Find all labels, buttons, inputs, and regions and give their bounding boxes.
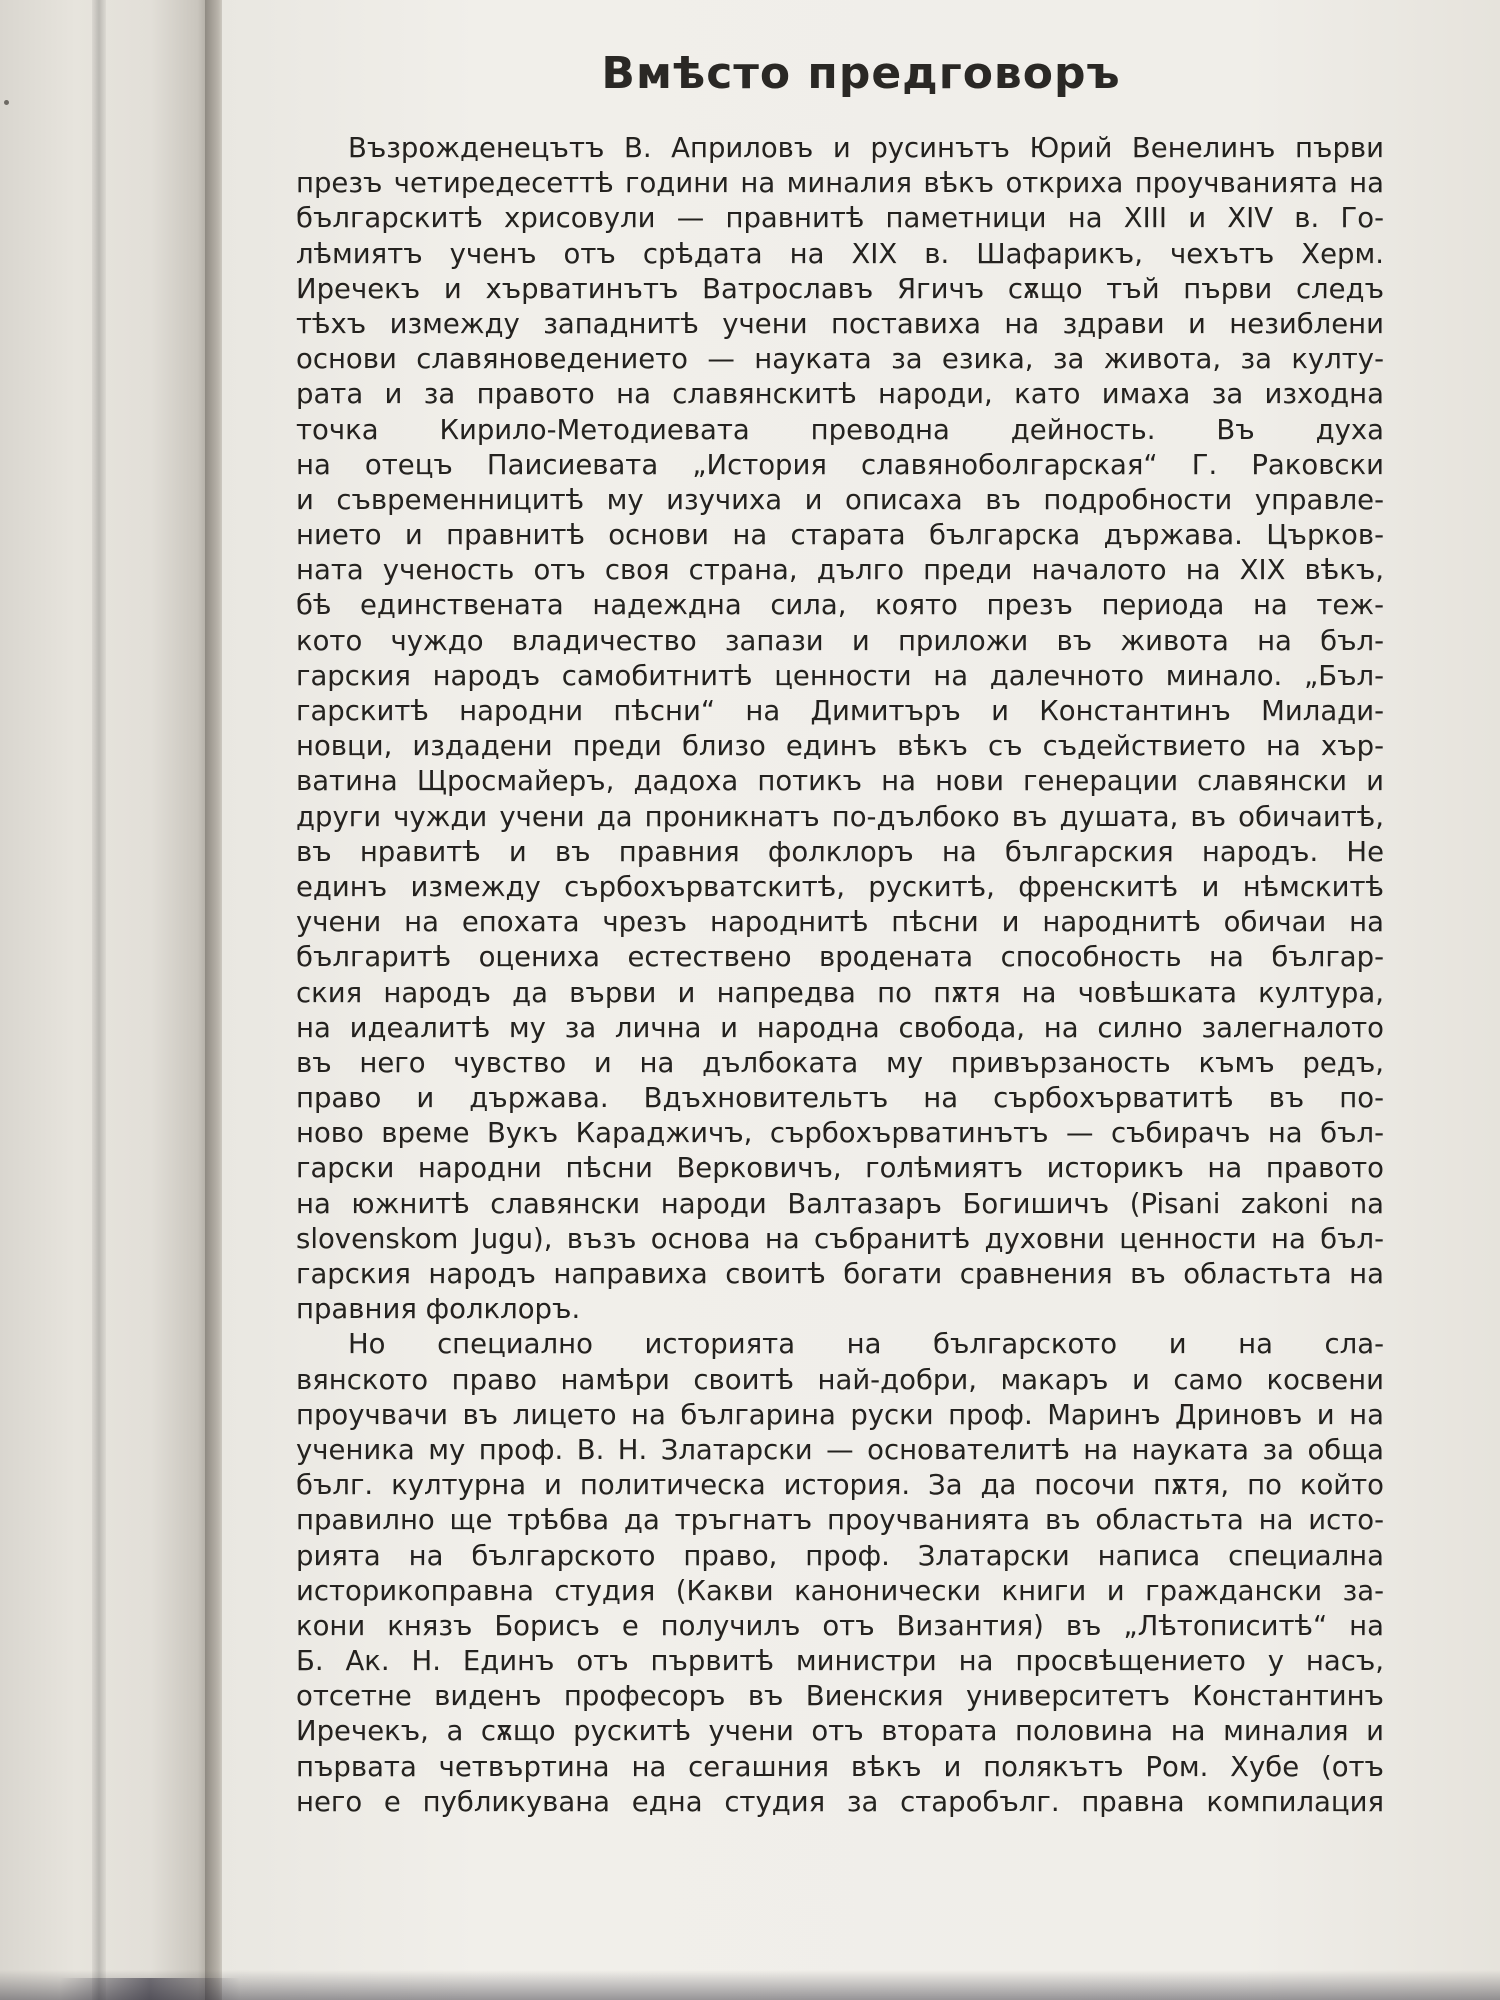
text-line: ученика му проф. В. Н. Златарски — основателитѣ на науката за обща: [296, 1433, 1384, 1466]
text-line: Възрожденецътъ В. Априловъ и русинътъ Юрий Венелинъ първи: [348, 132, 1384, 164]
text-line: новци, издадени преди близо единъ вѣкъ съ съдействието на хър-: [296, 730, 1384, 763]
text-line: основи славяноведението — науката за езика, за живота, за култу-: [296, 343, 1384, 376]
text-line: отсетне виденъ професоръ въ Виенския университетъ Константинъ: [296, 1680, 1384, 1713]
body-text: [296, 131, 1384, 1820]
text-line: вянското право намѣри своитѣ най-добри, макаръ и само косвени: [296, 1363, 1384, 1396]
text-line: въ него чувство и на дълбоката му привързаность къмъ редъ,: [296, 1046, 1384, 1079]
text-line: рата и за правото на славянскитѣ народи, като имаха за изходна: [296, 378, 1384, 411]
text-line: Б. Ак. Н. Единъ отъ първитѣ министри на просвѣщението у насъ,: [296, 1645, 1384, 1678]
page-fold-shadow: [92, 0, 106, 2000]
text-line: бѣ единствената надеждна сила, която презъ периода на теж-: [296, 589, 1384, 622]
text-line: ново време Вукъ Караджичъ, сърбохърватинътъ — събирачъ на бъл-: [296, 1117, 1384, 1150]
page-title: Вмѣсто предговоръ: [601, 48, 1121, 99]
text-line: учени на епохата чрезъ народнитѣ пѣсни и народнитѣ обичаи на: [296, 906, 1384, 939]
text-line: историкоправна студия (Какви канонически книги и граждански за-: [296, 1574, 1384, 1607]
text-line: проучвачи въ лицето на българина руски проф. Маринъ Дриновъ и на: [296, 1398, 1384, 1431]
text-line: презъ четиредесеттѣ години на миналия вѣкъ откриха проучванията на: [296, 167, 1384, 200]
text-line: тѣхъ измежду западнитѣ учени поставиха на здрави и незиблени: [296, 307, 1384, 340]
text-line: кони князъ Борисъ е получилъ отъ Византия) въ „Лѣтописитѣ“ на: [296, 1609, 1384, 1642]
text-line: Иречекъ и хърватинътъ Ватрославъ Ягичъ сѫщо тъй първи следъ: [296, 272, 1384, 305]
text-line: кото чуждо владичество запази и приложи въ живота на бъл-: [296, 624, 1384, 657]
text-line: лѣмиятъ ученъ отъ срѣдата на XIX в. Шафарикъ, чехътъ Херм.: [296, 237, 1384, 270]
text-line: Иречекъ, а сѫщо рускитѣ учени отъ втората половина на миналия и: [296, 1715, 1384, 1748]
text-line: въ нравитѣ и въ правния фолклоръ на българския народъ. Не: [296, 835, 1384, 868]
text-line: българитѣ оцениха естествено вродената способность на българ-: [296, 941, 1384, 974]
text-line: бълг. културна и политическа история. За да посочи пѫтя, по който: [296, 1469, 1384, 1502]
text-line: гарскитѣ народни пѣсни“ на Димитъръ и Константинъ Милади-: [296, 695, 1384, 727]
text-line: българскитѣ хрисовули — правнитѣ паметници на XIII и XIV в. Го-: [296, 202, 1384, 235]
text-line: точка Кирило-Методиевата преводна дейность. Въ духа: [296, 413, 1384, 446]
text-line: първата четвъртина на сегашния вѣкъ и полякътъ Ром. Хубе (отъ: [296, 1750, 1384, 1783]
text-line: на южнитѣ славянски народи Валтазаръ Богишичъ (Pisani zakoni na: [296, 1187, 1384, 1220]
text-line: него е публикувана една студия за старобълг. правна компилация: [296, 1785, 1384, 1818]
text-line: ватина Щросмайеръ, дадоха потикъ на нови генерации славянски и: [296, 765, 1384, 798]
text-line: на идеалитѣ му за лична и народна свобода, на силно залегналото: [296, 1011, 1384, 1044]
paper-blemish: [4, 100, 9, 105]
text-line: нието и правнитѣ основи на старата българска държава. Църков-: [296, 519, 1384, 552]
text-line: правния фолклоръ.: [296, 1293, 581, 1326]
text-line: други чужди учени да проникнатъ по-дълбоко въ душата, въ обичаитѣ,: [296, 800, 1384, 833]
text-line: правилно ще трѣбва да тръгнатъ проучванията въ областьта на исто-: [296, 1504, 1384, 1537]
text-line: гарския народъ самобитнитѣ ценности на далечното минало. „Бъл-: [296, 659, 1384, 692]
text-line: право и държава. Вдъхновительтъ на сърбохърватитѣ въ по-: [296, 1082, 1384, 1115]
text-line: slovenskom Jugu), възъ основа на събранитѣ духовни ценности на бъл-: [296, 1222, 1384, 1255]
text-line: Но специално историята на българското и на сла-: [348, 1328, 1384, 1361]
text-line: на отецъ Паисиевата „История славяноболгарская“ Г. Раковски: [296, 448, 1384, 481]
facing-page: [0, 0, 215, 2000]
text-line: ския народъ да върви и напредва по пѫтя на човѣшката култура,: [296, 976, 1384, 1009]
text-line: рията на българското право, проф. Златарски написа специална: [296, 1539, 1384, 1572]
text-line: гарския народъ направиха своитѣ богати сравнения въ областьта на: [296, 1258, 1384, 1290]
text-line: ната ученость отъ своя страна, дълго преди началото на XIX вѣкъ,: [296, 554, 1384, 587]
text-line: и съвременницитѣ му изучиха и описаха въ подробности управле-: [296, 483, 1384, 516]
text-line: единъ измежду сърбохърватскитѣ, рускитѣ, френскитѣ и нѣмскитѣ: [296, 870, 1384, 903]
text-line: гарски народни пѣсни Верковичъ, голѣмиятъ историкъ на правото: [296, 1152, 1384, 1185]
bottom-edge-shadow: [0, 1970, 1500, 2000]
